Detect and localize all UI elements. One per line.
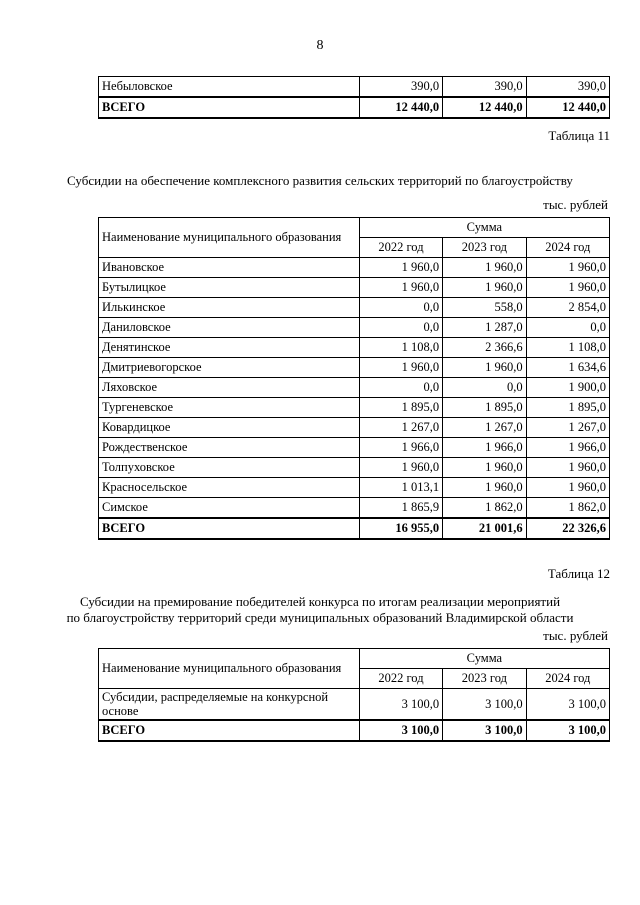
cell-2022: 0,0 <box>359 378 442 398</box>
cell-2024: 12 440,0 <box>526 97 609 118</box>
cell-2023: 21 001,6 <box>443 518 526 539</box>
table-row <box>99 438 610 458</box>
table-row <box>99 398 610 418</box>
cell-2024: 1 960,0 <box>526 478 609 498</box>
cell-2022: 0,0 <box>359 298 442 318</box>
table-row <box>99 258 610 278</box>
table-11-label: Таблица 11 <box>548 128 610 143</box>
cell-2024: 1 960,0 <box>526 258 609 278</box>
table-row <box>99 298 610 318</box>
table-11 <box>98 217 610 540</box>
continuation-table <box>98 76 610 119</box>
cell-2023: 1 287,0 <box>443 318 526 338</box>
cell-2023: 1 960,0 <box>443 258 526 278</box>
cell-2023: 1 966,0 <box>443 438 526 458</box>
cell-2022: 390,0 <box>359 77 442 98</box>
header-name: Наименование муниципального образования <box>99 218 360 258</box>
cell-2023: 558,0 <box>443 298 526 318</box>
continuation-table-body <box>99 77 610 119</box>
table-11-body <box>99 258 610 540</box>
cell-2024: 1 634,6 <box>526 358 609 378</box>
cell-name: Денятинское <box>99 338 360 358</box>
table-row <box>99 358 610 378</box>
header-2023: 2023 год <box>443 669 526 689</box>
table-12-label: Таблица 12 <box>547 566 610 581</box>
cell-name: Тургеневское <box>99 398 360 418</box>
table-row <box>99 458 610 478</box>
cell-2023: 1 862,0 <box>443 498 526 519</box>
header-2024: 2024 год <box>526 669 609 689</box>
total-row <box>99 518 610 539</box>
cell-2023: 1 267,0 <box>443 418 526 438</box>
cell-2024: 3 100,0 <box>526 720 609 741</box>
cell-2023: 1 960,0 <box>443 478 526 498</box>
cell-2022: 1 108,0 <box>359 338 442 358</box>
cell-2022: 1 013,1 <box>359 478 442 498</box>
cell-2024: 390,0 <box>526 77 609 98</box>
cell-2024: 1 895,0 <box>526 398 609 418</box>
header-2024: 2024 год <box>526 238 609 258</box>
cell-name: Рождественское <box>99 438 360 458</box>
cell-2023: 0,0 <box>443 378 526 398</box>
cell-name: Симское <box>99 498 360 519</box>
cell-2023: 1 960,0 <box>443 278 526 298</box>
cell-name: Даниловское <box>99 318 360 338</box>
cell-2022: 1 966,0 <box>359 438 442 458</box>
table-12-title-line2: по благоустройству территорий среди муниципальных образований Владимирской области <box>66 610 574 625</box>
cell-2022: 12 440,0 <box>359 97 442 118</box>
cell-2022: 1 865,9 <box>359 498 442 519</box>
cell-name: Дмитриевогорское <box>99 358 360 378</box>
cell-2022: 1 960,0 <box>359 258 442 278</box>
cell-2024: 1 900,0 <box>526 378 609 398</box>
cell-2022: 1 960,0 <box>359 358 442 378</box>
cell-2024: 1 960,0 <box>526 458 609 478</box>
cell-name: Субсидии, распределяемые на конкурсной основе <box>99 689 360 721</box>
cell-2022: 1 960,0 <box>359 278 442 298</box>
cell-name: Ляховское <box>99 378 360 398</box>
cell-name: ВСЕГО <box>99 518 360 539</box>
header-name: Наименование муниципального образования <box>99 649 360 689</box>
cell-name: Бутылицкое <box>99 278 360 298</box>
table-row <box>99 278 610 298</box>
cell-2023: 2 366,6 <box>443 338 526 358</box>
header-2022: 2022 год <box>359 238 442 258</box>
cell-2022: 3 100,0 <box>359 720 442 741</box>
cell-2022: 1 960,0 <box>359 458 442 478</box>
cell-name: ВСЕГО <box>99 97 360 118</box>
cell-2023: 1 960,0 <box>443 458 526 478</box>
cell-2024: 3 100,0 <box>526 689 609 721</box>
cell-2022: 0,0 <box>359 318 442 338</box>
table-row <box>99 77 610 98</box>
table-12 <box>98 648 610 742</box>
cell-name: Ивановское <box>99 258 360 278</box>
cell-name: Илькинское <box>99 298 360 318</box>
table-row <box>99 338 610 358</box>
cell-name: Толпуховское <box>99 458 360 478</box>
cell-2023: 1 960,0 <box>443 358 526 378</box>
total-row <box>99 720 610 741</box>
cell-2024: 22 326,6 <box>526 518 609 539</box>
table-12-body <box>99 689 610 742</box>
cell-2024: 1 862,0 <box>526 498 609 519</box>
cell-2024: 2 854,0 <box>526 298 609 318</box>
table-11-units: тыс. рублей <box>543 197 608 212</box>
cell-2024: 1 966,0 <box>526 438 609 458</box>
cell-2022: 1 895,0 <box>359 398 442 418</box>
table-row <box>99 418 610 438</box>
table-row <box>99 478 610 498</box>
cell-2022: 16 955,0 <box>359 518 442 539</box>
table-11-title: Субсидии на обеспечение комплексного развития сельских территорий по благоустройству <box>67 173 573 188</box>
cell-2023: 1 895,0 <box>443 398 526 418</box>
cell-2024: 1 108,0 <box>526 338 609 358</box>
cell-2023: 12 440,0 <box>443 97 526 118</box>
table-row <box>99 318 610 338</box>
cell-name: Красносельское <box>99 478 360 498</box>
cell-2022: 1 267,0 <box>359 418 442 438</box>
cell-name: Ковардицкое <box>99 418 360 438</box>
cell-name: ВСЕГО <box>99 720 360 741</box>
cell-2024: 1 960,0 <box>526 278 609 298</box>
cell-2023: 3 100,0 <box>443 689 526 721</box>
cell-2024: 0,0 <box>526 318 609 338</box>
cell-2023: 390,0 <box>443 77 526 98</box>
total-row <box>99 97 610 118</box>
header-sum: Сумма <box>359 649 609 669</box>
cell-2022: 3 100,0 <box>359 689 442 721</box>
cell-2024: 1 267,0 <box>526 418 609 438</box>
table-12-units: тыс. рублей <box>543 628 608 643</box>
table-row <box>99 689 610 721</box>
header-sum: Сумма <box>359 218 609 238</box>
cell-2023: 3 100,0 <box>443 720 526 741</box>
header-2022: 2022 год <box>359 669 442 689</box>
table-row <box>99 498 610 519</box>
page-number: 8 <box>316 38 324 53</box>
table-12-title-line1: Субсидии на премирование победителей конкурса по итогам реализации мероприятий <box>79 594 561 609</box>
cell-name: Небыловское <box>99 77 360 98</box>
table-row <box>99 378 610 398</box>
header-2023: 2023 год <box>443 238 526 258</box>
